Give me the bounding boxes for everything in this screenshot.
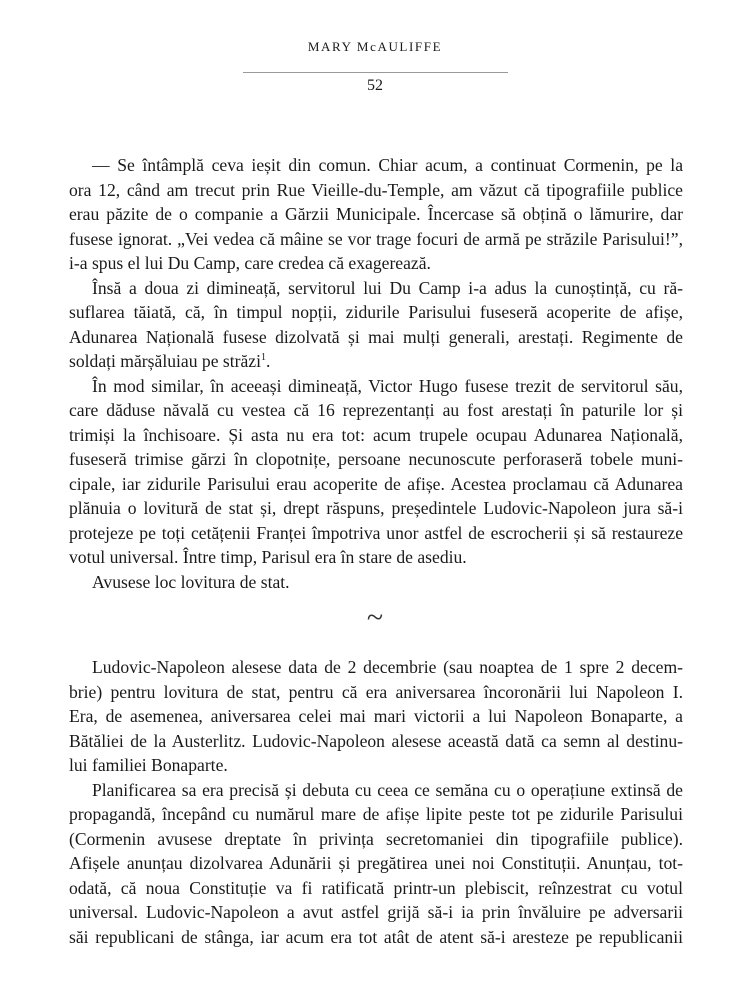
line-text: trimiși la închisoare. Și asta nu era tot: acum trupele ocupau Adunarea Națională, [69,424,683,445]
line-text: suflarea tăiată, că, în timpul nopții, zidurile Parisului fuseseră acoperite de afișe, [69,302,683,322]
line-text: (Cormenin avusese dreptate în privința secretomaniei din tipografiile publice). [69,828,683,849]
line-text: — Se întâmplă ceva ieșit din comun. Chiar acum, a continuat Cormenin, pe la [92,155,683,175]
line-text: Ludovic-Napoleon alesese data de 2 decembrie (sau noaptea de 1 spre 2 decem- [92,657,683,677]
line-text: brie) pentru lovitura de stat, pentru că era aniversarea încoronării lui Napoleon I. [69,681,683,702]
line-text-end: . [266,351,271,371]
text-line [69,680,683,705]
line-text: odată, că noua Constituție va fi ratificată printr-un plebiscit, reînzestrat cu votul [69,877,683,898]
section-1-text [69,153,683,594]
text-line [69,925,683,950]
text-line [69,778,683,803]
text-line [69,202,683,227]
line-text: Planificarea sa era precisă și debuta cu ceea ce semăna cu o operațiune extinsă de [92,779,683,800]
text-line [69,521,683,546]
text-line [69,398,683,423]
text-line [69,178,683,203]
running-header-author: MARY McAULIFFE [307,39,443,54]
text-line [69,729,683,754]
text-line [69,251,683,276]
text-line [69,496,683,521]
line-text: plănuia o lovitură de stat și, drept răspuns, președintele Ludovic-Napoleon jura să-i [69,498,683,518]
line-text: universal. Ludovic-Napoleon a avut astfel grijă să-i ia prin învăluire pe adversarii [69,902,683,922]
line-text: Adunarea Națională fusese dizolvată și mai mulți generali, arestați. Regimente de [69,326,683,347]
text-line [69,900,683,925]
line-text: fuseseră trimise gărzi în clopotnițe, persoane necunoscute perforaseră tobele muni- [69,449,683,469]
text-line [69,276,683,301]
line-text: care dăduse năvală cu vestea că 16 reprezentanți au fost arestați în paturile lor și [69,400,683,420]
text-line [69,570,683,595]
text-line [69,153,683,178]
line-text: fusese ignorat. „Vei vedea că mâine se vor trage focuri de armă pe străzile Parisului!”, [69,228,683,249]
line-text: erau păzite de o companie a Gărzii Municipale. Încercase să obțină o lămurire, dar [69,204,683,224]
footnote-reference[interactable]: 1 [261,352,267,364]
line-text: lui familiei Bonaparte. [69,755,228,775]
text-line [69,227,683,252]
line-text: propagandă, începând cu numărul mare de afișe lipite peste tot pe zidurile Parisului [69,804,683,824]
line-text: În mod similar, în aceeași dimineață, Victor Hugo fusese trezit de servitorul său, [92,375,683,396]
text-line [69,802,683,827]
line-text: cipale, iar zidurile Parisului erau acoperite de afișe. Acestea proclamau că Adunarea [69,473,683,494]
text-line [69,655,683,680]
header-divider [243,72,508,73]
line-text: săi republicani de stânga, iar acum era tot atât de atent să-i aresteze pe republicanii [69,926,683,947]
text-line [69,447,683,472]
text-line [69,325,683,350]
line-text: i-a spus el lui Du Camp, care credea că exagerează. [69,253,431,273]
line-text: Afișele anunțau dizolvarea Adunării și pregătirea unei noi Constituții. Anunțau, tot- [69,853,683,873]
line-text: Însă a doua zi dimineață, servitorul lui Du Camp i-a adus la cunoștință, cu ră- [92,277,683,298]
text-line [69,851,683,876]
text-line [69,374,683,399]
text-line [69,545,683,570]
line-text: protejeze pe toți cetățenii Franței împotriva unor astfel de escrocherii și să restaureze [69,522,683,543]
text-line [69,827,683,852]
text-line [69,472,683,497]
line-text: soldați mărșăluiau pe străzi [69,351,262,371]
section-break-ornament: ~ [366,601,384,634]
text-line [69,753,683,778]
text-line [69,423,683,448]
line-text: votul universal. Între timp, Parisul era în stare de asediu. [69,547,467,567]
text-line [69,704,683,729]
line-text: ora 12, când am trecut prin Rue Vieille-du-Temple, am văzut că tipografiile publice [69,179,683,200]
line-text: Era, de asemenea, aniversarea celei mai mari victorii a lui Napoleon Bonaparte, a [69,706,683,726]
line-text: Avusese loc lovitura de stat. [92,571,290,592]
line-text: Bătăliei de la Austerlitz. Ludovic-Napoleon alesese această dată ca semn al destinu- [69,730,683,751]
text-line [69,876,683,901]
section-2-text [69,655,683,949]
text-line [69,300,683,325]
text-line [69,349,683,374]
page-number: 52 [367,77,383,94]
